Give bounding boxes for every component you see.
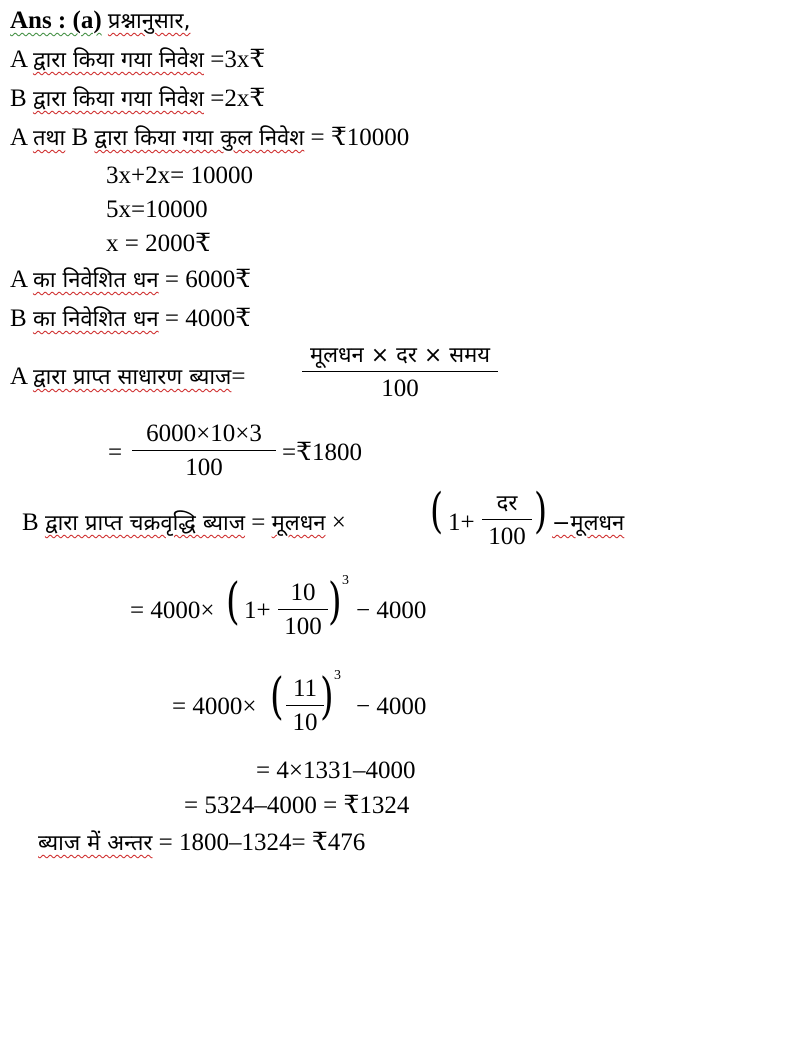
conj-text: तथा: [32, 126, 66, 151]
total-investment-text: द्वारा किया गया कुल निवेश: [94, 126, 305, 151]
fraction-numerator: 6000×10×3: [146, 420, 262, 447]
label-b: B: [10, 85, 27, 112]
right-paren: ): [320, 667, 334, 725]
invested-a-line: [10, 267, 251, 292]
label-b: B: [10, 305, 27, 332]
one-plus: 1+: [448, 509, 475, 536]
total-investment-value: = ₹10000: [310, 124, 410, 151]
right-paren: ): [328, 572, 342, 630]
one-plus: 1+: [244, 597, 271, 624]
invested-b-line: [10, 306, 251, 331]
compound-interest-text: द्वारा प्राप्त चक्रवृद्धि ब्याज: [44, 511, 246, 536]
fraction-bar: [132, 450, 276, 451]
equation-2: 5x=10000: [106, 196, 208, 223]
equation-3: x = 2000₹: [106, 230, 212, 257]
investment-b-text: द्वारा किया गया निवेश: [32, 87, 204, 112]
interest-difference-text: ब्याज में अन्तर: [38, 831, 153, 856]
label-a: A: [10, 266, 27, 293]
investment-a-text: द्वारा किया गया निवेश: [32, 48, 204, 73]
equals-sign: =: [251, 509, 266, 536]
fraction-bar: [278, 609, 328, 610]
fraction-numerator: दर: [496, 491, 518, 516]
ci-step4: = 5324–4000 = ₹1324: [184, 792, 410, 819]
si-calc-equals: =: [108, 439, 123, 466]
minus-principal: [552, 510, 624, 535]
left-paren: (: [430, 483, 444, 539]
si-calc-fraction: [132, 421, 276, 480]
fraction-denominator: 10: [292, 709, 318, 736]
ci-step2-post: − 4000: [356, 693, 427, 720]
label-a: A: [10, 124, 27, 151]
ci-step3: = 4×1331–4000: [256, 757, 416, 784]
ci-step2-pre: = 4000×: [172, 693, 257, 720]
fraction-numerator: 10: [290, 579, 316, 606]
fraction-numerator: मूलधन × दर × समय: [309, 343, 491, 368]
answer-heading: [10, 8, 190, 33]
fraction-bar: [482, 519, 532, 520]
fraction-denominator: 100: [381, 375, 419, 402]
si-result: =₹1800: [282, 439, 363, 466]
interest-difference-value: = 1800–1324= ₹476: [158, 829, 366, 856]
principal-text: मूलधन: [271, 511, 326, 536]
fraction-denominator: 100: [185, 454, 223, 481]
label-b: B: [22, 509, 39, 536]
compound-interest-line: [22, 510, 346, 535]
invested-b-value: = 4000₹: [164, 305, 252, 332]
investment-a-value: =3x₹: [210, 46, 266, 73]
fraction-bar: [302, 371, 498, 372]
fraction-denominator: 100: [284, 613, 322, 640]
exponent: 3: [342, 573, 349, 588]
label-a: A: [10, 46, 27, 73]
fraction-denominator: 100: [488, 523, 526, 550]
minus-principal-text: −मूलधन: [552, 511, 625, 536]
interest-difference-line: [38, 830, 365, 855]
invested-a-value: = 6000₹: [164, 266, 252, 293]
fraction-bar: [286, 705, 324, 706]
ci-step1-fraction: [278, 580, 328, 639]
simple-interest-text: द्वारा प्राप्त साधारण ब्याज: [32, 365, 232, 390]
right-paren: ): [534, 483, 548, 539]
total-investment-line: [10, 125, 409, 150]
equation-1: 3x+2x= 10000: [106, 162, 253, 189]
ci-step1-post: − 4000: [356, 597, 427, 624]
investment-a-line: [10, 47, 265, 72]
ci-step1-pre: = 4000×: [130, 597, 215, 624]
equals-sign: =: [231, 363, 246, 390]
times-sign: ×: [331, 509, 346, 536]
rate-fraction: [482, 493, 532, 549]
ci-step2-fraction: [286, 676, 324, 735]
left-paren: (: [226, 572, 240, 630]
invested-b-text: का निवेशित धन: [32, 307, 159, 332]
exponent: 3: [334, 668, 341, 683]
investment-b-line: [10, 86, 265, 111]
answer-intro: प्रश्नानुसार,: [107, 9, 191, 34]
invested-a-text: का निवेशित धन: [32, 268, 159, 293]
answer-label: Ans : (a): [10, 7, 102, 34]
label-a: A: [10, 363, 27, 390]
left-paren: (: [270, 667, 284, 725]
label-b: B: [71, 124, 89, 151]
simple-interest-fraction: [302, 345, 498, 401]
investment-b-value: =2x₹: [210, 85, 266, 112]
simple-interest-line: [10, 364, 245, 389]
fraction-numerator: 11: [292, 675, 318, 702]
